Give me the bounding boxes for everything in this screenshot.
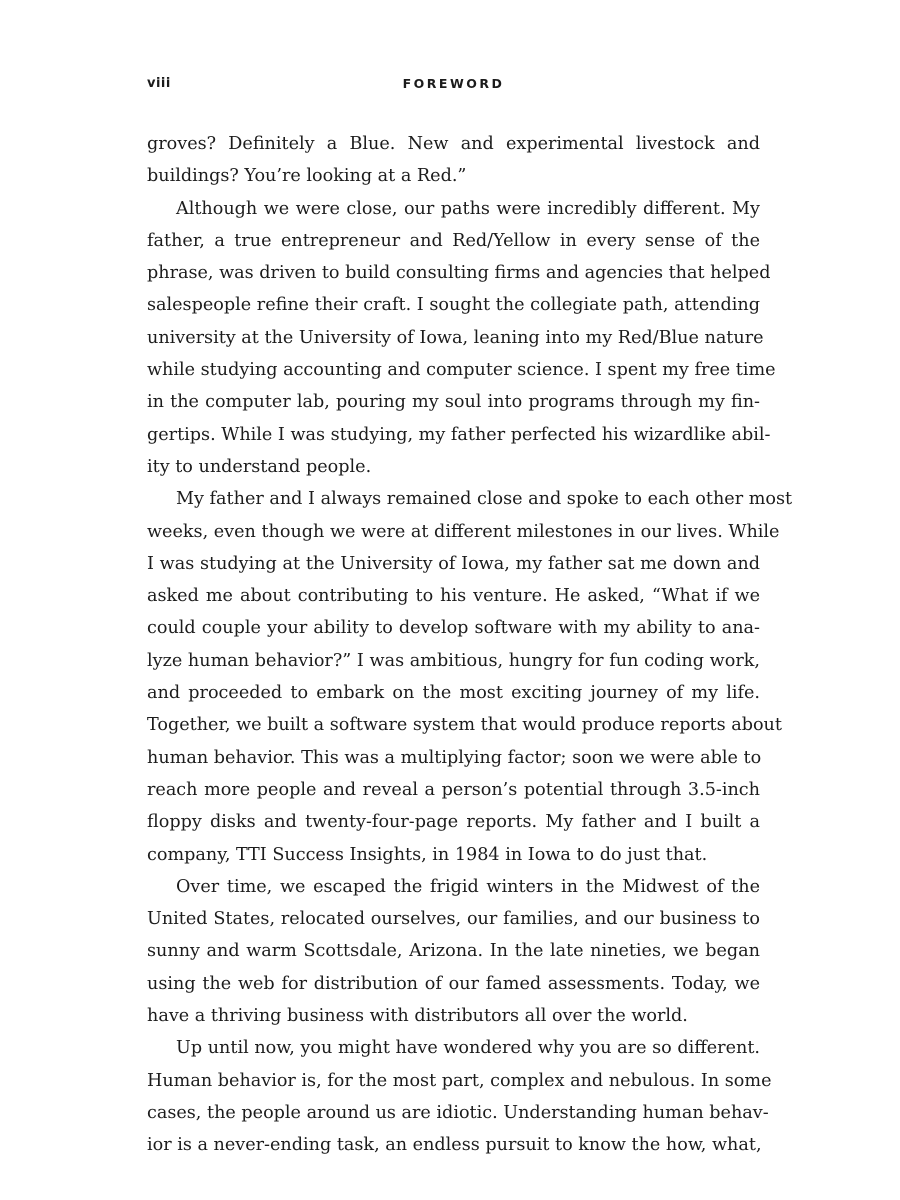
paragraph [147,483,793,871]
section-title: FOREWORD [402,76,505,91]
text-line: and proceeded to embark on the most exciting journey of my life. [147,683,760,704]
paragraph [147,1032,772,1161]
text-line: company, TTI Success Insights, in 1984 in Iowa to do just that. [147,844,708,865]
text-line: United States, relocated ourselves, our families, and our business to [147,909,760,930]
text-line: reach more people and reveal a person’s potential through 3.5-inch [147,779,760,800]
text-line: cases, the people around us are idiotic. Understanding human behav- [147,1102,769,1123]
text-line: groves? Definitely a Blue. New and experimental livestock and [147,134,760,154]
text-line: My father and I always remained close and spoke to each other most [176,489,793,510]
text-line: Although we were close, our paths were incredibly different. My [176,198,760,219]
text-line: father, a true entrepreneur and Red/Yellow in every sense of the [147,230,760,251]
text-line: lyze human behavior?” I was ambitious, hungry for fun coding work, [147,650,760,671]
text-line: floppy disks and twenty-four-page reports. My father and I built a [147,812,760,833]
text-line: could couple your ability to develop software with my ability to ana- [147,618,760,639]
text-line: in the computer lab, pouring my soul into programs through my fin- [147,392,760,413]
text-line: gertips. While I was studying, my father perfected his wizardlike abil- [147,424,771,445]
text-line: ity to understand people. [147,456,372,477]
text-line: Together, we built a software system that would produce reports about [147,715,782,736]
text-line: Up until now, you might have wondered why you are so different. [176,1038,760,1059]
text-line: have a thriving business with distributors all over the world. [147,1006,688,1027]
text-line: while studying accounting and computer science. I spent my free time [147,360,776,381]
text-line: Over time, we escaped the frigid winters in the Midwest of the [176,876,760,897]
text-line: ior is a never-ending task, an endless pursuit to know the how, what, [147,1135,762,1156]
text-line: salespeople refine their craft. I sought the collegiate path, attending [147,295,760,316]
text-line: weeks, even though we were at different milestones in our lives. While [147,521,780,542]
text-line: asked me about contributing to his venture. He asked, “What if we [147,586,760,607]
text-line: human behavior. This was a multiplying factor; soon we were able to [147,747,762,768]
text-line: Human behavior is, for the most part, complex and nebulous. In some [147,1070,772,1091]
page-number: viii [147,76,171,91]
text-line: I was studying at the University of Iowa, my father sat me down and [147,553,760,574]
text-line: using the web for distribution of our famed assessments. Today, we [147,973,760,994]
paragraph [147,871,760,1032]
text-line: sunny and warm Scottsdale, Arizona. In the late nineties, we began [147,941,760,962]
body-text [147,128,793,1162]
text-line: buildings? You’re looking at a Red.” [147,166,467,187]
paragraph [147,128,760,193]
running-head [147,76,760,96]
text-line: phrase, was driven to build consulting firms and agencies that helped [147,263,771,284]
text-line: university at the University of Iowa, leaning into my Red/Blue nature [147,327,764,348]
paragraph [147,193,776,484]
